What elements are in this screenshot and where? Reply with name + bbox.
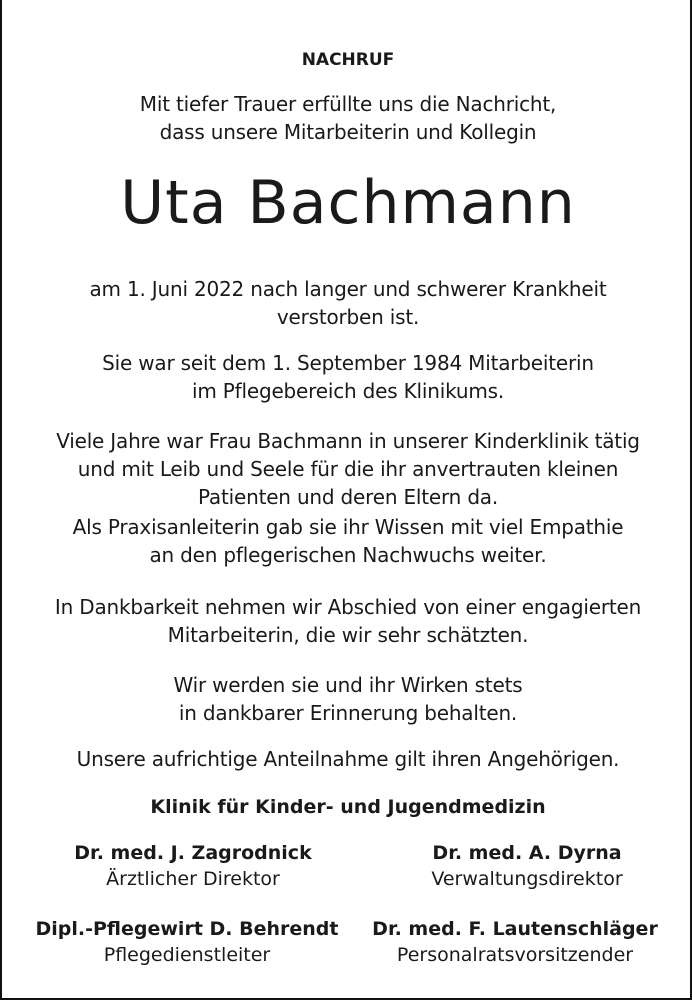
- signatory: [20, 840, 366, 892]
- signatory-name: Dr. med. J. Zagrodnick: [74, 842, 312, 864]
- signatory: [342, 916, 688, 968]
- signatory-role: Verwaltungsdirektor: [431, 868, 623, 890]
- text-line: an den pflegerischen Nachwuchs weiter.: [149, 543, 547, 567]
- clinic-name: Klinik für Kinder- und Jugendmedizin: [150, 796, 546, 818]
- text-line: am 1. Juni 2022 nach langer und schwerer Krankheit: [89, 277, 607, 301]
- signatory-name: Dr. med. A. Dyrna: [432, 842, 622, 864]
- text-line: Als Praxisanleiterin gab sie ihr Wissen mit viel Empathie: [72, 515, 624, 539]
- text-line: Sie war seit dem 1. September 1984 Mitarbeiterin: [102, 351, 594, 375]
- notice-heading: NACHRUF: [301, 50, 395, 70]
- text-line: Viele Jahre war Frau Bachmann in unserer Kinderklinik tätig: [56, 429, 640, 453]
- signatory-name: Dipl.-Pflegewirt D. Behrendt: [35, 918, 339, 940]
- text-line: in dankbarer Erinnerung behalten.: [178, 701, 518, 725]
- signatory-role: Ärztlicher Direktor: [106, 868, 280, 890]
- signatory-name: Dr. med. F. Lautenschläger: [372, 918, 658, 940]
- text-line: In Dankbarkeit nehmen wir Abschied von einer engagierten: [54, 595, 642, 619]
- text-line: und mit Leib und Seele für die ihr anvertrauten kleinen: [77, 457, 619, 481]
- signatory: [14, 916, 360, 968]
- text-line: im Pflegebereich des Klinikums.: [192, 379, 504, 403]
- deceased-name: Uta Bachmann: [120, 168, 576, 238]
- signatory-role: Personalratsvorsitzender: [396, 944, 634, 966]
- text-line: Unsere aufrichtige Anteilnahme gilt ihren Angehörigen.: [76, 747, 620, 771]
- intro-line: dass unsere Mitarbeiterin und Kollegin: [159, 120, 537, 144]
- signatory-role: Pflegedienstleiter: [103, 944, 271, 966]
- text-line: Mitarbeiterin, die wir sehr schätzten.: [167, 623, 529, 647]
- intro-line: Mit tiefer Trauer erfüllte uns die Nachricht,: [139, 92, 557, 116]
- text-line: Wir werden sie und ihr Wirken stets: [173, 673, 523, 697]
- text-line: verstorben ist.: [276, 305, 420, 329]
- text-line: Patienten und deren Eltern da.: [197, 485, 499, 509]
- signatory: [354, 840, 692, 892]
